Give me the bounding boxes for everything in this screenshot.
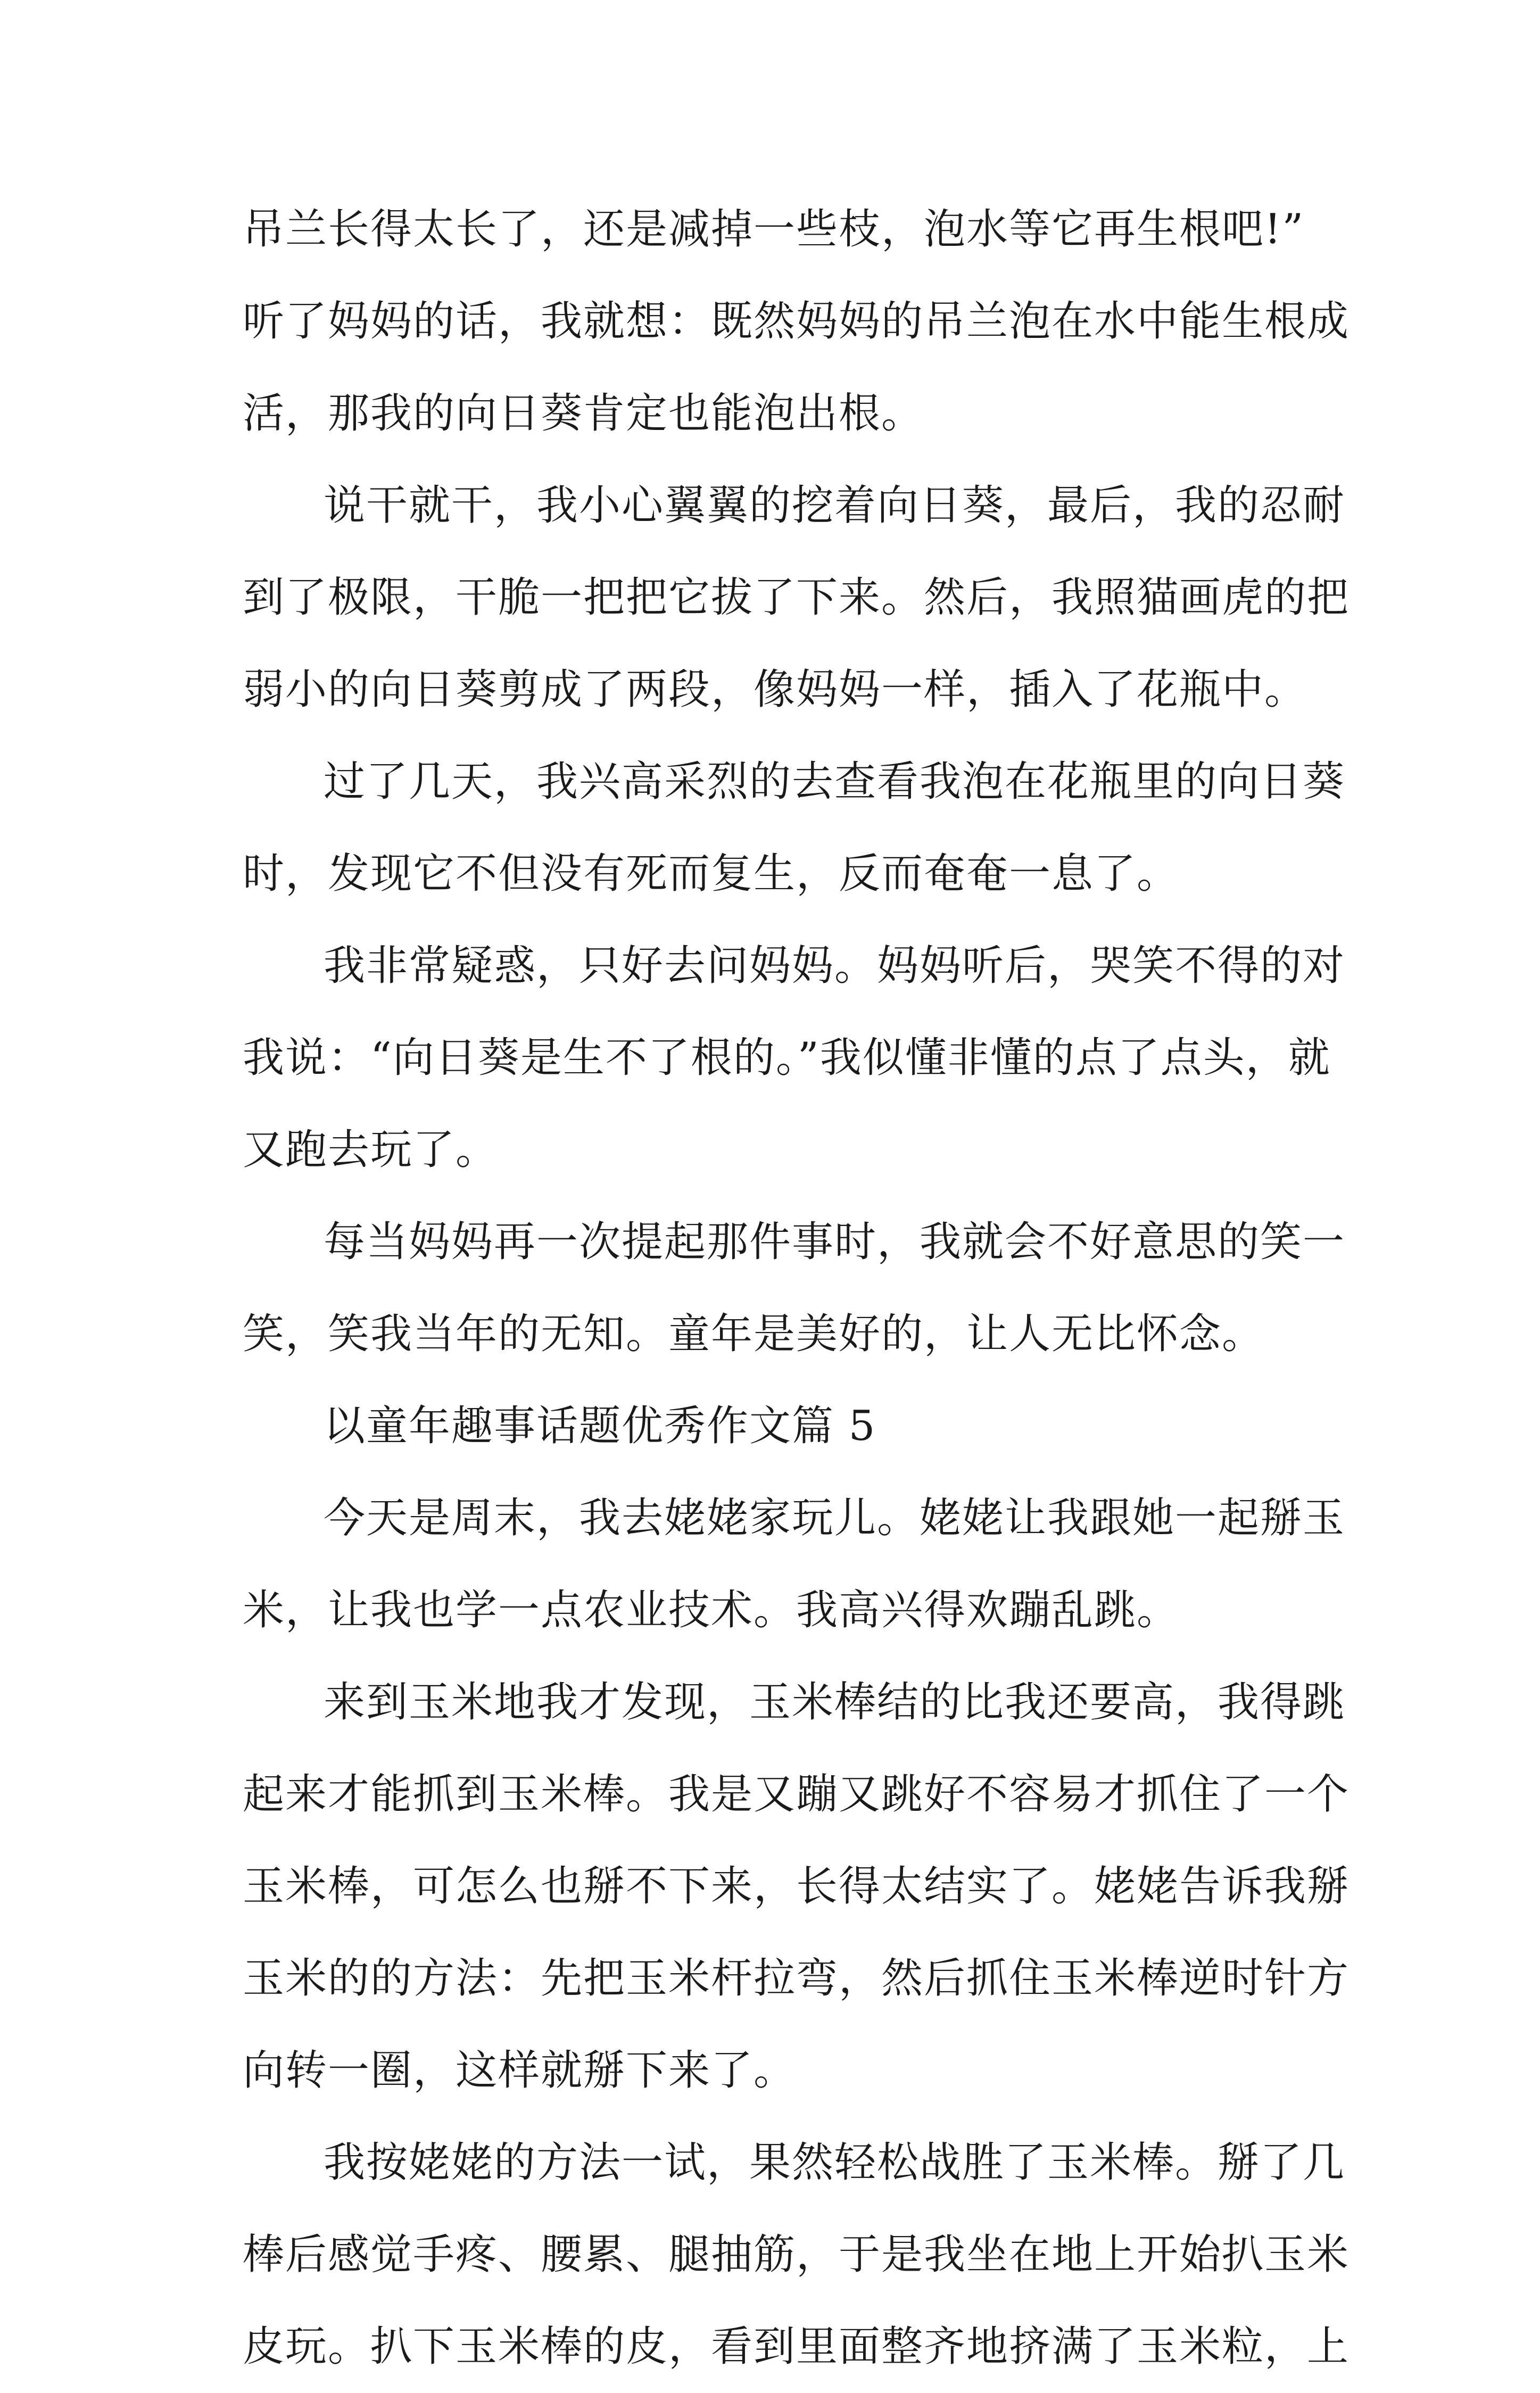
text-line: 每当妈妈再一次提起那件事时，我就会不好意思的笑一 bbox=[324, 1218, 1346, 1266]
document-body bbox=[243, 184, 1350, 2393]
text-line: 来到玉米地我才发现，玉米棒结的比我还要高，我得跳 bbox=[324, 1678, 1346, 1726]
text-line: 过了几天，我兴高采烈的去查看我泡在花瓶里的向日葵 bbox=[324, 758, 1346, 806]
text-line: 棒后感觉手疼、腰累、腿抽筋，于是我坐在地上开始扒玉米 bbox=[243, 2231, 1350, 2279]
text-line: 弱小的向日葵剪成了两段，像妈妈一样，插入了花瓶中。 bbox=[243, 666, 1307, 714]
text-line: 我按姥姥的方法一试，果然轻松战胜了玉米棒。掰了几 bbox=[324, 2139, 1346, 2187]
text-line: 又跑去玩了。 bbox=[243, 1126, 499, 1174]
text-line: 听了妈妈的话，我就想：既然妈妈的吊兰泡在水中能生根成 bbox=[243, 297, 1350, 345]
text-line: 吊兰长得太长了，还是减掉一些枝，泡水等它再生根吧!” bbox=[243, 205, 1305, 253]
section-heading: 以童年趣事话题优秀作文篇 5 bbox=[324, 1402, 876, 1450]
text-line: 皮玩。扒下玉米棒的皮，看到里面整齐地挤满了玉米粒，上 bbox=[243, 2323, 1350, 2371]
text-line: 起来才能抓到玉米棒。我是又蹦又跳好不容易才抓住了一个 bbox=[243, 1770, 1350, 1818]
text-line: 今天是周末，我去姥姥家玩儿。姥姥让我跟她一起掰玉 bbox=[324, 1494, 1346, 1542]
text-line: 我非常疑惑，只好去问妈妈。妈妈听后，哭笑不得的对 bbox=[324, 942, 1346, 990]
text-line: 玉米的的方法：先把玉米杆拉弯，然后抓住玉米棒逆时针方 bbox=[243, 1955, 1350, 2002]
text-line: 说干就干，我小心翼翼的挖着向日葵，最后，我的忍耐 bbox=[324, 482, 1346, 529]
text-line: 时，发现它不但没有死而复生，反而奄奄一息了。 bbox=[243, 850, 1180, 898]
text-line: 笑，笑我当年的无知。童年是美好的，让人无比怀念。 bbox=[243, 1310, 1265, 1358]
text-line: 米，让我也学一点农业技术。我高兴得欢蹦乱跳。 bbox=[243, 1586, 1180, 1634]
text-line: 玉米棒，可怎么也掰不下来，长得太结实了。姥姥告诉我掰 bbox=[243, 1862, 1350, 1910]
text-line: 向转一圈，这样就掰下来了。 bbox=[243, 2047, 797, 2094]
text-line: 我说：“向日葵是生不了根的。”我似懂非懂的点了点头，就 bbox=[243, 1034, 1331, 1082]
text-line: 到了极限，干脆一把把它拔了下来。然后，我照猫画虎的把 bbox=[243, 574, 1350, 622]
text-line: 活，那我的向日葵肯定也能泡出根。 bbox=[243, 390, 924, 437]
